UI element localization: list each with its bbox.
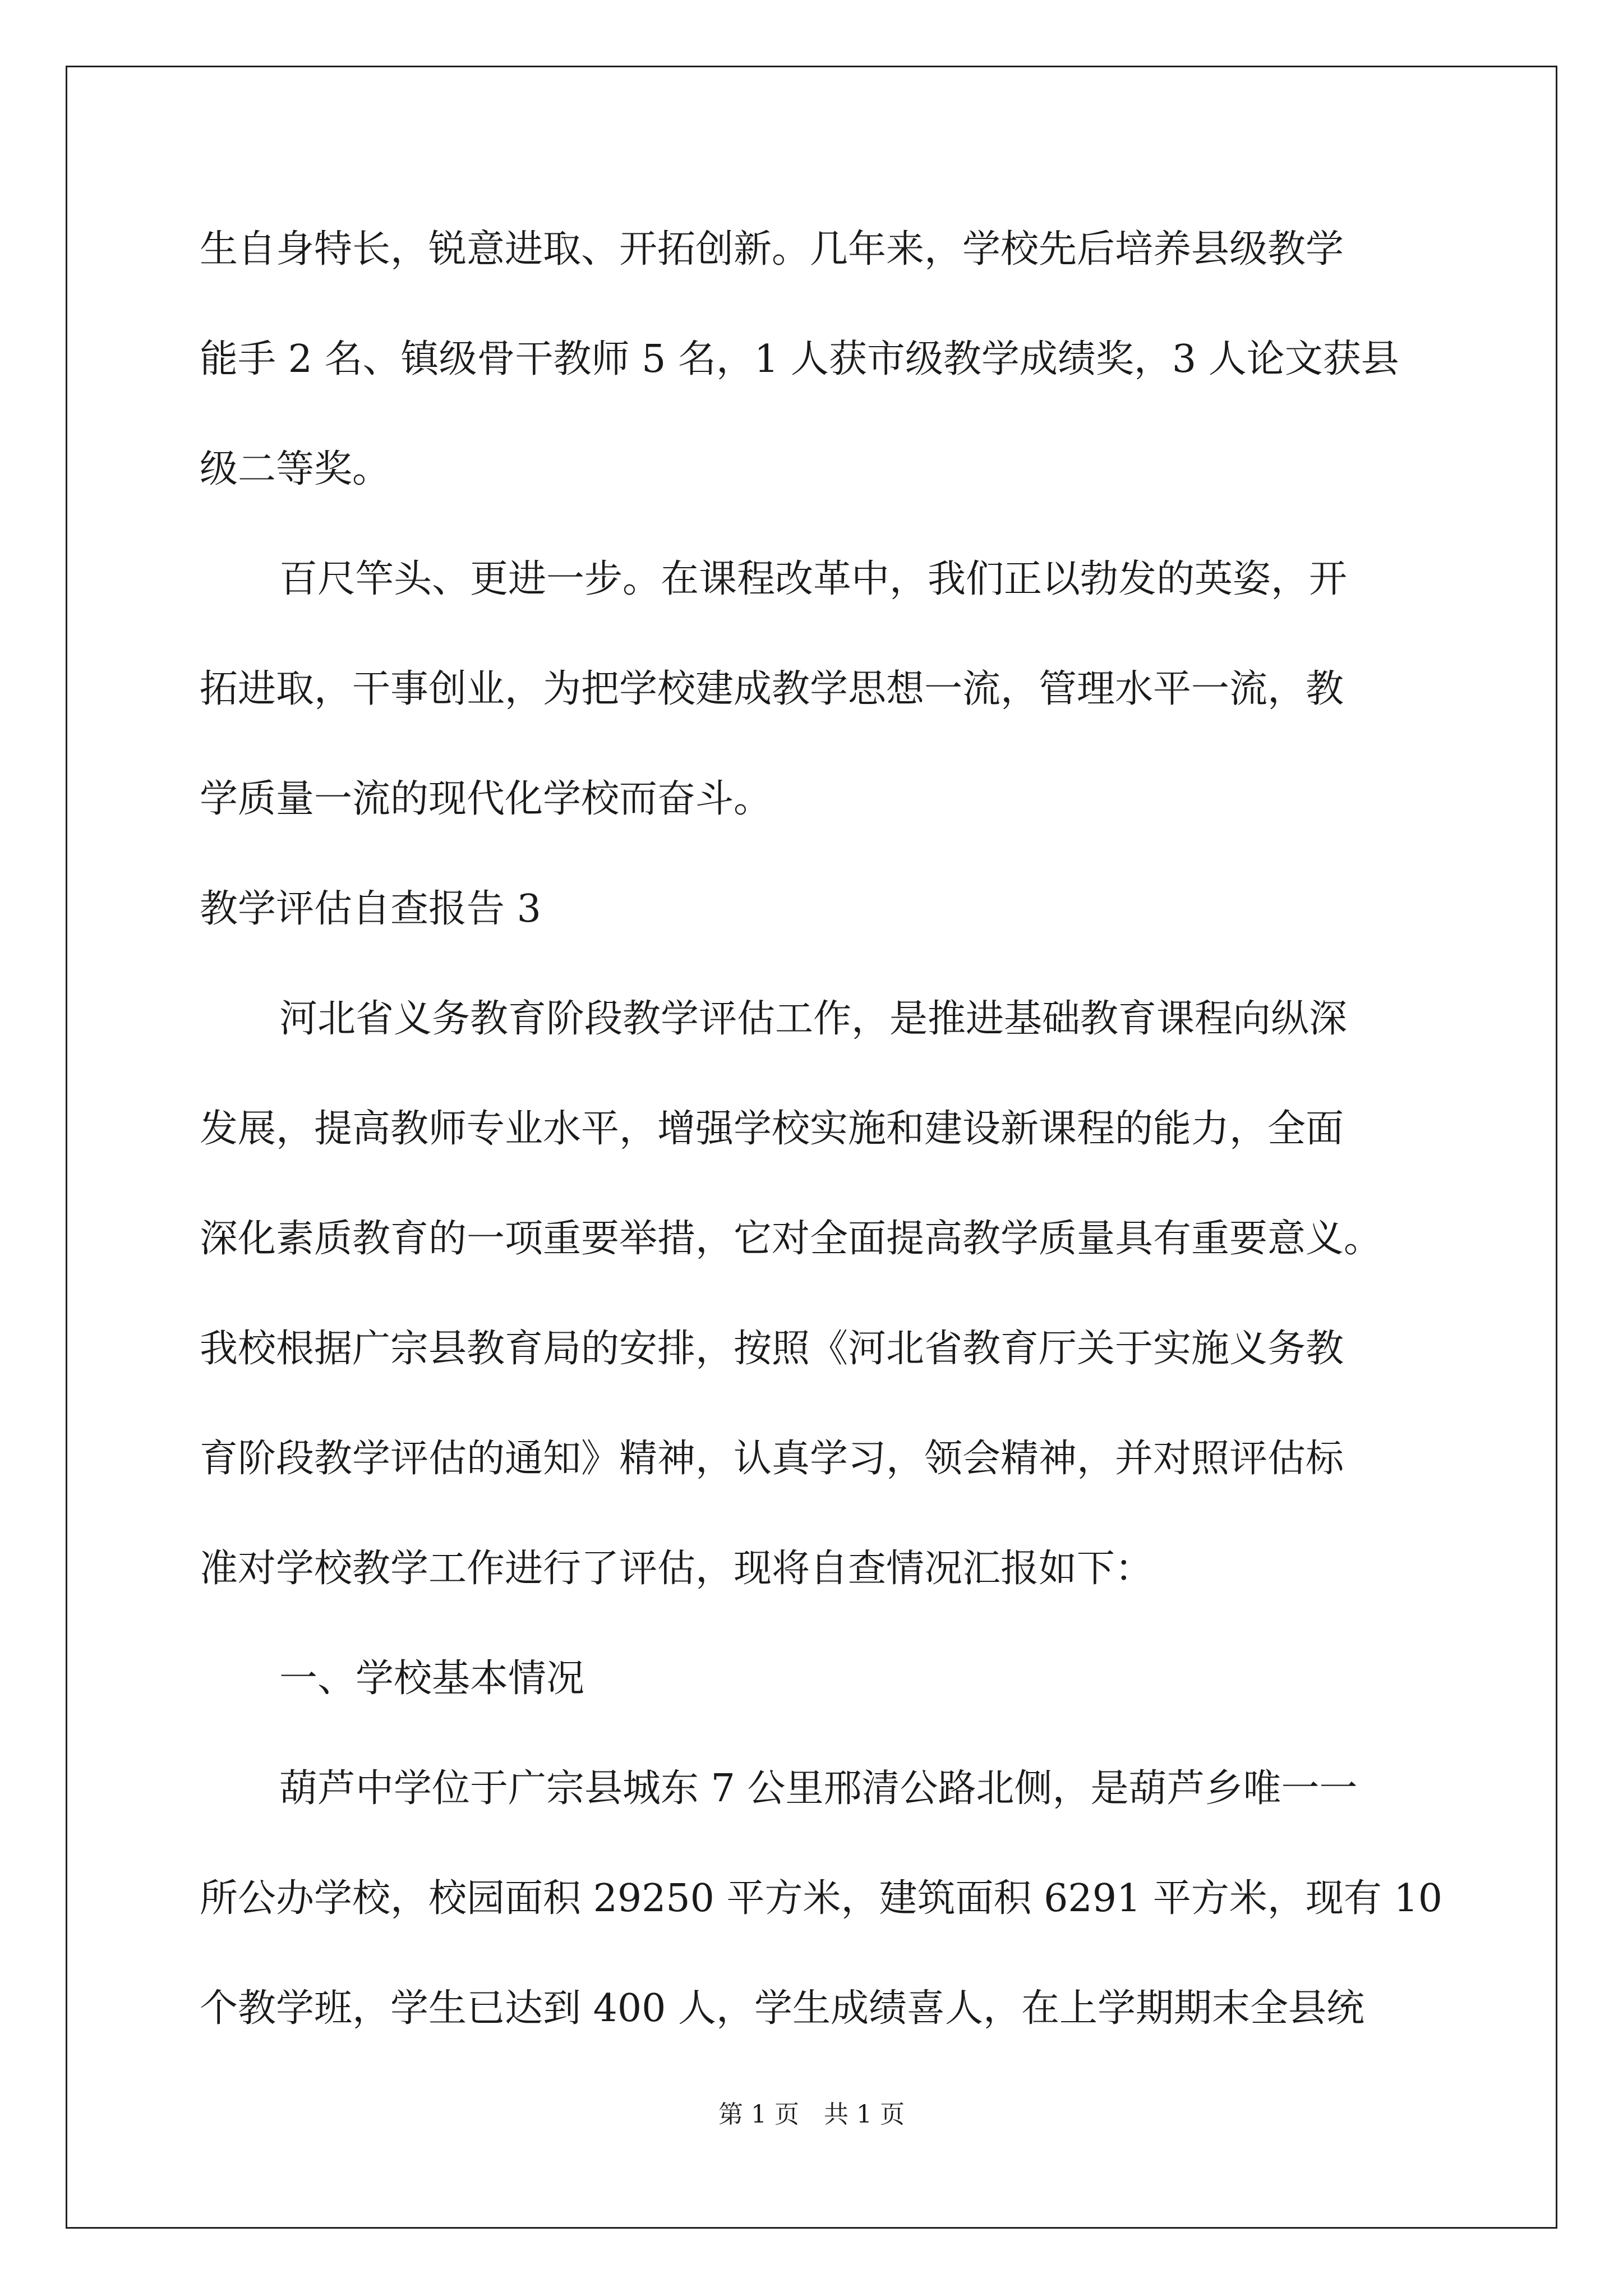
document-body <box>200 219 1442 2088</box>
text-line-6: 学质量一流的现代化学校而奋斗。 <box>200 777 772 821</box>
text-line-12: 育阶段教学评估的通知》精神，认真学习，领会精神，并对照评估标 <box>200 1437 1344 1481</box>
text-line-16: 所公办学校，校园面积 29250 平方米，建筑面积 6291 平方米，现有 10 <box>200 1876 1442 1921</box>
text-line-11: 我校根据广宗县教育局的安排，按照《河北省教育厅关于实施义务教 <box>200 1327 1344 1371</box>
text-line-8: 河北省义务教育阶段教学评估工作，是推进基础教育课程向纵深 <box>279 997 1348 1041</box>
text-line-4: 百尺竿头、更进一步。在课程改革中，我们正以勃发的英姿，开 <box>279 557 1348 601</box>
text-line-5: 拓进取，干事创业，为把学校建成教学思想一流，管理水平一流，教 <box>200 667 1344 711</box>
text-line-3: 级二等奖。 <box>200 447 391 491</box>
text-line-13: 准对学校教学工作进行了评估，现将自查情况汇报如下： <box>200 1547 1154 1591</box>
text-line-10: 深化素质教育的一项重要举措，它对全面提高教学质量具有重要意义。 <box>200 1217 1382 1261</box>
page-footer: 第 1 页 共 1 页 <box>718 2100 905 2129</box>
text-line-9: 发展，提高教师专业水平，增强学校实施和建设新课程的能力，全面 <box>200 1107 1344 1151</box>
section-heading: 教学评估自查报告 3 <box>200 887 541 931</box>
text-line-1: 生自身特长，锐意进取、开拓创新。几年来，学校先后培养县级教学 <box>200 227 1344 272</box>
text-line-2: 能手 2 名、镇级骨干教师 5 名，1 人获市级教学成绩奖，3 人论文获县 <box>200 337 1399 381</box>
text-line-17: 个教学班，学生已达到 400 人，学生成绩喜人，在上学期期末全县统 <box>200 1986 1365 2031</box>
subsection-heading: 一、学校基本情况 <box>279 1657 585 1701</box>
text-line-15: 葫芦中学位于广宗县城东 7 公里邢清公路北侧，是葫芦乡唯一一 <box>279 1766 1358 1811</box>
